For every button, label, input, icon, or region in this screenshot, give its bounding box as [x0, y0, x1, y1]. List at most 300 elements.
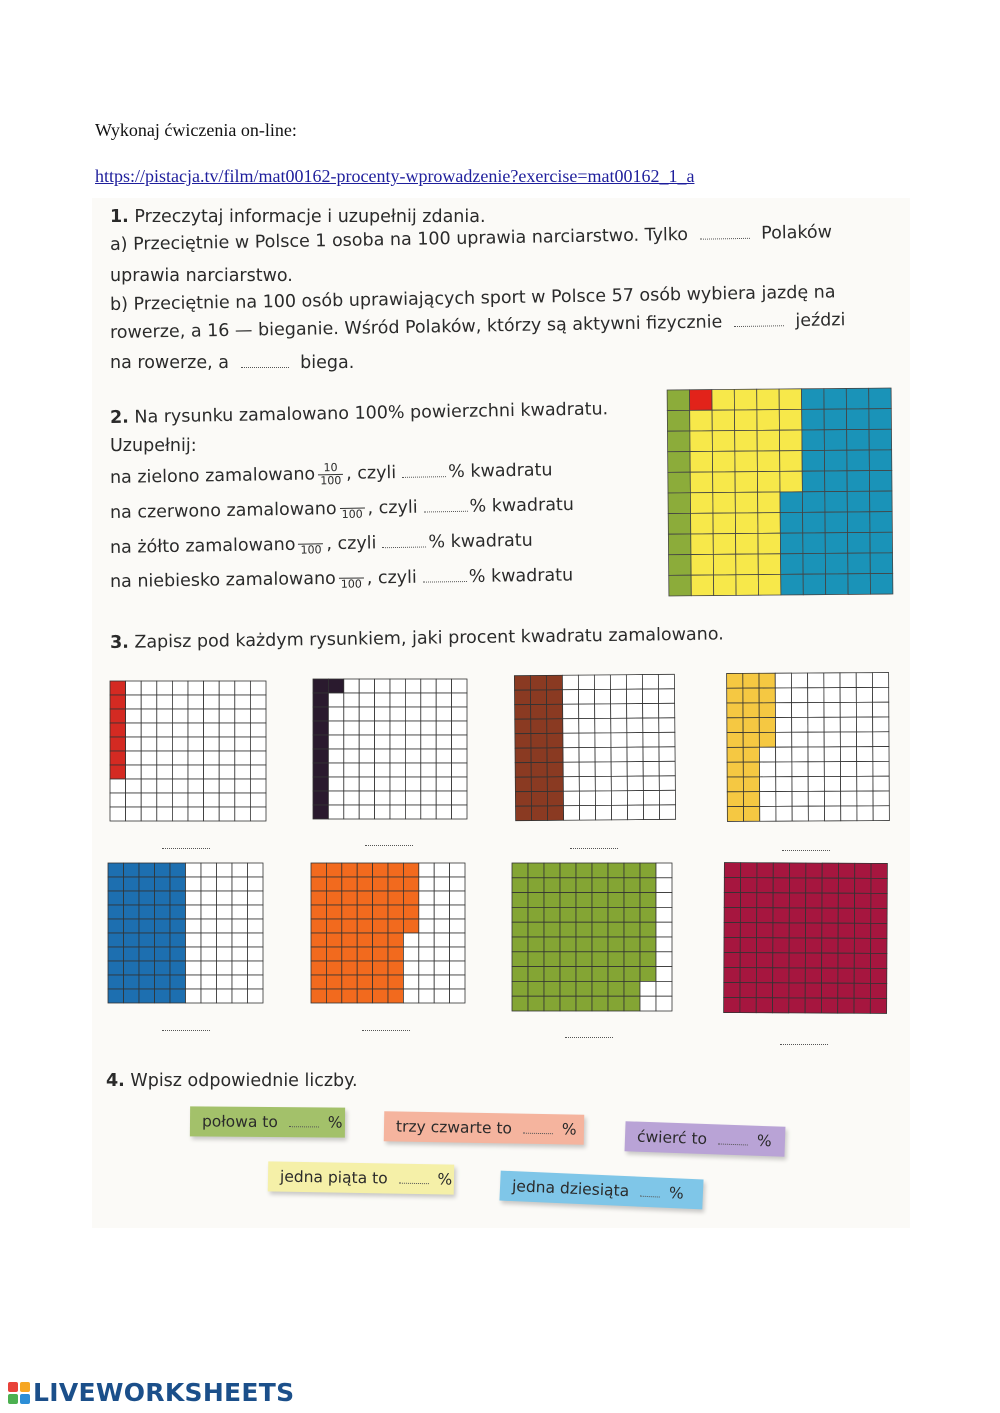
ex3-number: 3. — [109, 632, 129, 653]
ex3-answer-input[interactable] — [162, 1028, 210, 1031]
ex3-grid-cell — [790, 863, 806, 878]
ex3-grid-cell — [108, 919, 124, 933]
ex3-grid-cell — [743, 762, 759, 777]
ex3-grid-cell — [170, 989, 186, 1003]
ex2-grid-cell — [870, 573, 893, 594]
ex3-grid-cell — [326, 975, 341, 989]
ex3-grid-cell — [434, 891, 449, 905]
ex3-grid-cell — [808, 732, 824, 747]
ex3-grid-cell — [773, 893, 789, 908]
ex3-grid-cell — [217, 933, 233, 947]
ex3-grid-cell — [531, 719, 547, 734]
ex3-grid-cell — [390, 749, 405, 763]
ex3-grid-cell — [640, 863, 656, 878]
ex3-grid-cell — [560, 878, 576, 893]
ex2-grid-cell — [847, 429, 870, 450]
ex3-title: Zapisz pod każdym rysunkiem, jaki procent kwadratu zamalowano. — [134, 624, 724, 653]
ex3-grid-cell — [217, 905, 233, 919]
ex3-grid-cell — [640, 981, 656, 996]
ex2-title: Na rysunku zamalowano 100% powierzchni kwadratu. — [134, 399, 609, 428]
ex3-grid-cell — [250, 709, 266, 723]
ex3-answer-input[interactable] — [570, 846, 618, 849]
ex3-grid-cell — [170, 975, 186, 989]
ex3-grid-cell — [139, 975, 155, 989]
ex3-grid-cell — [624, 922, 640, 937]
ex3-answer-input[interactable] — [162, 846, 210, 849]
ex3-grid-cell — [373, 975, 388, 989]
ex3-grid-cell — [576, 937, 592, 952]
ex3-grid-cell — [773, 908, 789, 923]
ex3-grid-cell — [824, 762, 840, 777]
ex3-grid-cell — [373, 989, 388, 1003]
ex3-grid-cell — [841, 791, 857, 806]
ex3-grid-cell — [201, 975, 217, 989]
ex3-grid-cell — [124, 947, 140, 961]
ex3-grid-cell — [656, 952, 672, 967]
ex1-b-end2: jeździ — [795, 310, 846, 332]
ex3-grid-cell — [608, 863, 624, 878]
ex3-grid-cell — [157, 737, 173, 751]
ex3-grid-cell — [421, 791, 436, 805]
ex3-grid-cell — [375, 763, 390, 777]
ex3-grid-cell — [756, 968, 772, 983]
ex3-grid-cell — [139, 933, 155, 947]
ex3-grid-cell — [791, 673, 807, 688]
ex3-grid-cell — [434, 919, 449, 933]
ex3-grid-cell — [512, 863, 528, 878]
ex3-grid-cell — [375, 707, 390, 721]
ex3-grid-cell — [436, 693, 451, 707]
ex3-grid-cell — [659, 732, 675, 747]
ex1-a-answer-input[interactable] — [699, 224, 749, 240]
ex3-grid-cell — [405, 721, 420, 735]
ex3-grid-cell — [155, 877, 171, 891]
ex2-grid-cell — [690, 472, 713, 493]
ex3-grid-cell — [155, 947, 171, 961]
ex2-grid-cell — [736, 533, 759, 554]
ex3-grid-cell — [357, 933, 372, 947]
ex3-grid-cell — [155, 863, 171, 877]
ex3-grid-cell — [592, 907, 608, 922]
ex3-grid-cell — [610, 689, 626, 704]
ex3-grid-cell — [727, 673, 743, 688]
ex3-grid-cell — [375, 693, 390, 707]
ex2-row-label: na zielono zamalowano — [109, 464, 316, 488]
ex2-grid-cell — [869, 388, 892, 409]
ex2-grid-cell — [691, 534, 714, 555]
ex3-grid-cell — [563, 762, 579, 777]
tag-trzy-czwarte — [384, 1111, 584, 1144]
ex3-grid-cell — [528, 907, 544, 922]
ex3-grid-cell — [157, 681, 173, 695]
ex3-grid-cell — [531, 704, 547, 719]
ex2-grid-cell — [735, 472, 758, 493]
ex3-grid-cell — [658, 674, 674, 689]
ex2-grid-cell — [669, 575, 692, 596]
ex2-grid-cell — [825, 491, 848, 512]
ex3-grid-cell — [759, 703, 775, 718]
ex3-grid-cell — [124, 877, 140, 891]
ex2-grid-cell — [781, 574, 804, 595]
ex3-grid-cell — [450, 905, 465, 919]
ex3-grid-cell — [170, 933, 186, 947]
ex1-b-cycling-input[interactable] — [734, 311, 784, 327]
ex3-grid-cell — [759, 762, 775, 777]
ex2-grid-cell — [735, 513, 758, 534]
ex3-grid-cell — [248, 975, 264, 989]
ex3-grid-cell — [434, 863, 449, 877]
ex3-grid-cell — [450, 877, 465, 891]
ex3-grid-cell — [808, 806, 824, 821]
ex3-grid-cell — [840, 747, 856, 762]
ex3-grid-cell — [760, 792, 776, 807]
ex3-grid-cell — [808, 791, 824, 806]
ex3-grid-cell — [579, 733, 595, 748]
ex3-grid-cell — [405, 791, 420, 805]
ex3-grid-cell — [421, 777, 436, 791]
ex3-grid-cell — [405, 707, 420, 721]
ex3-grid-cell — [659, 776, 675, 791]
ex3-grid-cell — [528, 996, 544, 1011]
ex2-percent-input[interactable] — [423, 497, 467, 513]
ex2-grid-cell — [667, 410, 690, 431]
ex3-grid-cell — [124, 863, 140, 877]
ex3-grid-cell — [789, 983, 805, 998]
ex2-grid-cell — [734, 410, 757, 431]
ex3-grid-cell — [512, 996, 528, 1011]
ex3-grid-cell — [592, 996, 608, 1011]
ex3-grid-cell — [805, 983, 821, 998]
ex3-grid-cell — [740, 938, 756, 953]
tag-jedna-dziesiata-label: jedna dziesiąta — [511, 1177, 630, 1201]
ex3-grid-cell — [642, 674, 658, 689]
ex2-row-label: na żółto zamalowano — [109, 534, 296, 558]
ex3-grid-cell — [188, 695, 204, 709]
ex3-grid-cell — [789, 908, 805, 923]
ex3-grid-cell — [359, 749, 374, 763]
ex3-grid-cell — [450, 989, 465, 1003]
ex3-grid-cell — [141, 765, 157, 779]
ex3-grid-cell — [124, 919, 140, 933]
ex3-grid-cell — [854, 908, 870, 923]
ex3-grid-cell — [313, 777, 328, 791]
ex3-grid-cell — [170, 905, 186, 919]
ex3-grid-cell — [792, 747, 808, 762]
ex3-grid-cell — [659, 747, 675, 762]
ex3-grid-cell — [405, 805, 420, 819]
ex3-grid-cell — [201, 933, 217, 947]
ex2-czyli: , czyli — [366, 567, 417, 589]
ex3-grid-cell — [824, 747, 840, 762]
ex3-grid-cell — [854, 953, 870, 968]
ex3-grid-cell — [756, 983, 772, 998]
ex3-grid-cell — [611, 791, 627, 806]
ex3-grid-cell — [611, 762, 627, 777]
ex3-grid-cell — [532, 806, 548, 821]
ex3-grid-cell — [359, 721, 374, 735]
ex3-grid-cell — [204, 779, 220, 793]
ex3-grid-cell — [644, 805, 660, 820]
ex3-grid-cell — [871, 863, 887, 878]
ex3-grid-cell — [357, 919, 372, 933]
ex2-grid-cell — [848, 532, 871, 553]
ex3-grid-cell — [560, 922, 576, 937]
ex3-grid-cell — [186, 989, 202, 1003]
ex3-grid-cell — [544, 996, 560, 1011]
ex3-grid-cell — [515, 705, 531, 720]
ex3-grid-cell — [373, 877, 388, 891]
ex3-grid-cell — [608, 922, 624, 937]
ex1-b-running-input[interactable] — [241, 353, 289, 368]
ex2-percent-input[interactable] — [423, 567, 467, 583]
ex3-grid-cell — [528, 967, 544, 982]
ex3-grid-cell — [857, 761, 873, 776]
ex3-grid-cell — [576, 922, 592, 937]
ex2-grid-cell — [669, 555, 692, 576]
ex3-grid-cell — [110, 751, 126, 765]
ex3-grid-cell — [854, 968, 870, 983]
ex3-grid-cell — [405, 679, 420, 693]
ex2-grid-cell — [713, 534, 736, 555]
ex3-grid-cell — [141, 737, 157, 751]
ex3-grid-cell — [219, 807, 235, 821]
tag-trzy-czwarte-input[interactable] — [523, 1121, 553, 1135]
ex3-grid-cell — [450, 919, 465, 933]
ex3-grid-cell — [375, 679, 390, 693]
ex3-grid-cell — [452, 707, 467, 721]
ex2-grid-cell — [802, 389, 825, 410]
ex3-grid-cell — [108, 947, 124, 961]
ex3-grid-cell — [528, 863, 544, 878]
ex2-fraction-denominator: 100 — [300, 543, 322, 557]
ex3-grid-cell — [512, 878, 528, 893]
ex3-grid-cell — [608, 878, 624, 893]
ex3-grid-cell — [873, 761, 889, 776]
ex3-grid-cell — [110, 793, 126, 807]
ex3-grid-cell — [643, 732, 659, 747]
ex3-grid-cell — [250, 681, 266, 695]
tag-jedna-piata-percent: % — [437, 1170, 453, 1189]
ex2-grid-cell — [779, 389, 802, 410]
ex3-grid-cell — [311, 863, 326, 877]
ex3-grid-cell — [743, 688, 759, 703]
ex3-grid-cell — [515, 719, 531, 734]
ex3-grid-cell — [373, 919, 388, 933]
ex3-grid-cell — [624, 878, 640, 893]
tag-polowa-input[interactable] — [289, 1114, 319, 1127]
ex2-grid-cell — [848, 574, 871, 595]
ex3-grid-cell — [822, 878, 838, 893]
ex3-grid-cell — [873, 702, 889, 717]
ex3-grid-cell — [756, 998, 772, 1013]
ex3-grid-cell — [595, 776, 611, 791]
ex3-grid-cell — [873, 732, 889, 747]
ex3-grid-cell — [640, 907, 656, 922]
ex3-grid-cell — [403, 863, 418, 877]
ex3-grid-cell — [313, 721, 328, 735]
ex3-grid-cell — [235, 681, 251, 695]
ex3-grid-cell — [808, 762, 824, 777]
ex3-grid-cell — [741, 878, 757, 893]
ex3-grid-cell — [201, 863, 217, 877]
ex3-grid-cell — [311, 961, 326, 975]
ex3-grid-cell — [328, 749, 343, 763]
ex3-grid-cell — [390, 707, 405, 721]
ex3-grid-cell — [760, 806, 776, 821]
ex3-grid-cell — [514, 690, 530, 705]
ex2-grid-cell — [847, 512, 870, 533]
ex3-grid-cell — [403, 947, 418, 961]
ex3-grid-cell — [388, 919, 403, 933]
ex2-grid-cell — [712, 389, 735, 410]
ex3-grid-cell — [627, 733, 643, 748]
ex3-grid-cell — [108, 933, 124, 947]
ex3-grid-cell — [403, 919, 418, 933]
tag-cwierc-input[interactable] — [718, 1131, 748, 1145]
ex3-grid-cell — [776, 777, 792, 792]
ex3-grid-cell — [627, 776, 643, 791]
exercise-link[interactable]: https://pistacja.tv/film/mat00162-procenty-wprowadzenie?exercise=mat00162_1_a — [95, 166, 695, 186]
ex3-grid-cell — [248, 961, 264, 975]
ex3-grid-cell — [141, 807, 157, 821]
ex3-grid-cell — [546, 690, 562, 705]
ex3-grid-cell — [434, 961, 449, 975]
ex2-grid-cell — [846, 388, 869, 409]
ex3-grid-cell — [776, 732, 792, 747]
ex3-grid-cell — [419, 975, 434, 989]
ex3-grid-cell — [436, 777, 451, 791]
ex3-grid-cell — [342, 919, 357, 933]
ex2-grid-cell — [825, 471, 848, 492]
ex3-answer-input[interactable] — [780, 1042, 828, 1045]
ex3-grid-cell — [792, 791, 808, 806]
ex3-grid-cell — [250, 793, 266, 807]
ex3-grid-cell — [592, 863, 608, 878]
ex3-answer-input[interactable] — [365, 843, 413, 846]
ex3-grid-cell — [311, 989, 326, 1003]
ex2-grid-cell — [825, 533, 848, 554]
ex3-grid-cell — [595, 733, 611, 748]
ex3-grid-cell — [375, 749, 390, 763]
liveworksheets-logo — [8, 1378, 294, 1407]
ex3-grid-cell — [403, 933, 418, 947]
ex3-grid-cell — [201, 877, 217, 891]
ex2-grid-cell — [690, 390, 713, 411]
ex3-grid-cell — [250, 765, 266, 779]
ex3-grid-cell — [436, 679, 451, 693]
ex3-grid-cell — [390, 693, 405, 707]
ex3-grid-cell — [627, 791, 643, 806]
ex2-percent-input[interactable] — [382, 532, 426, 548]
ex2-grid-cell — [735, 492, 758, 513]
ex3-grid-cell — [204, 807, 220, 821]
ex3-grid-cell — [188, 723, 204, 737]
ex3-grid-cell — [388, 961, 403, 975]
ex2-grid-cell — [735, 451, 758, 472]
ex3-grid-cell — [248, 891, 264, 905]
ex2-grid-cell — [758, 533, 781, 554]
ex3-grid-cell — [235, 793, 251, 807]
ex3-grid-cell — [186, 891, 202, 905]
ex3-grid-cell — [186, 863, 202, 877]
tag-jedna-piata-input[interactable] — [398, 1171, 428, 1185]
ex3-grid-cell — [201, 947, 217, 961]
ex3-grid-cell — [854, 923, 870, 938]
ex3-grid-cell — [822, 938, 838, 953]
ex3-grid-cell — [757, 863, 773, 878]
ex3-grid-cell — [528, 937, 544, 952]
ex3-grid-cell — [515, 792, 531, 807]
ex2-number: 2. — [109, 407, 129, 428]
ex2-grid-cell — [757, 430, 780, 451]
ex3-grid-cell — [808, 777, 824, 792]
ex3-grid-cell — [390, 763, 405, 777]
ex3-grid-cell — [421, 735, 436, 749]
ex3-grid-cell — [388, 877, 403, 891]
ex3-grid-cell — [405, 735, 420, 749]
ex3-grid-cell — [155, 891, 171, 905]
ex2-grid-cell — [826, 574, 849, 595]
ex3-grid-cell — [579, 762, 595, 777]
ex3-grid-cell — [188, 765, 204, 779]
ex3-grid-cell — [421, 763, 436, 777]
ex2-grid-cell — [735, 430, 758, 451]
ex2-grid-cell — [758, 574, 781, 595]
ex3-grid-cell — [201, 905, 217, 919]
tag-jedna-dziesiata-input[interactable] — [640, 1184, 661, 1198]
ex3-grid-cell — [608, 907, 624, 922]
ex3-grid-cell — [419, 933, 434, 947]
ex3-grid-cell — [824, 673, 840, 688]
ex3-grid-cell — [838, 938, 854, 953]
ex3-grid-cell — [186, 919, 202, 933]
ex3-grid-cell — [126, 751, 142, 765]
ex3-grid-cell — [789, 938, 805, 953]
ex3-grid-cell — [450, 863, 465, 877]
ex3-grid-cell — [530, 675, 546, 690]
ex3-grid-cell — [531, 748, 547, 763]
ex3-grid-cell — [579, 704, 595, 719]
ex3-grid-cell — [743, 747, 759, 762]
ex3-grid-cell — [139, 961, 155, 975]
ex2-grid-cell — [824, 388, 847, 409]
ex3-grid-cell — [139, 877, 155, 891]
ex3-grid-cell — [740, 968, 756, 983]
ex3-grid-cell — [232, 989, 248, 1003]
ex3-grid-cell — [856, 673, 872, 688]
ex3-grid-cell — [373, 863, 388, 877]
ex3-answer-input[interactable] — [782, 848, 830, 851]
ex3-grid-cell — [405, 777, 420, 791]
ex3-grid-cell — [822, 923, 838, 938]
ex3-grid-cell — [419, 947, 434, 961]
ex3-grid-cell — [248, 933, 264, 947]
ex3-answer-input[interactable] — [362, 1028, 410, 1031]
ex3-grid-cell — [560, 996, 576, 1011]
ex3-grid-cell — [450, 975, 465, 989]
ex3-grid-cell — [824, 776, 840, 791]
ex3-grid-cell — [328, 707, 343, 721]
ex2-grid-cell — [736, 554, 759, 575]
ex3-answer-input[interactable] — [565, 1035, 613, 1038]
ex2-percent-input[interactable] — [402, 462, 446, 478]
ex3-grid-cell — [547, 704, 563, 719]
footer-brand: LIVEWORKSHEETS — [33, 1378, 295, 1407]
ex3-grid-cell — [792, 732, 808, 747]
tag-jedna-dziesiata-percent: % — [668, 1183, 685, 1203]
ex3-grid-cell — [824, 717, 840, 732]
ex3-grid-cell — [248, 947, 264, 961]
